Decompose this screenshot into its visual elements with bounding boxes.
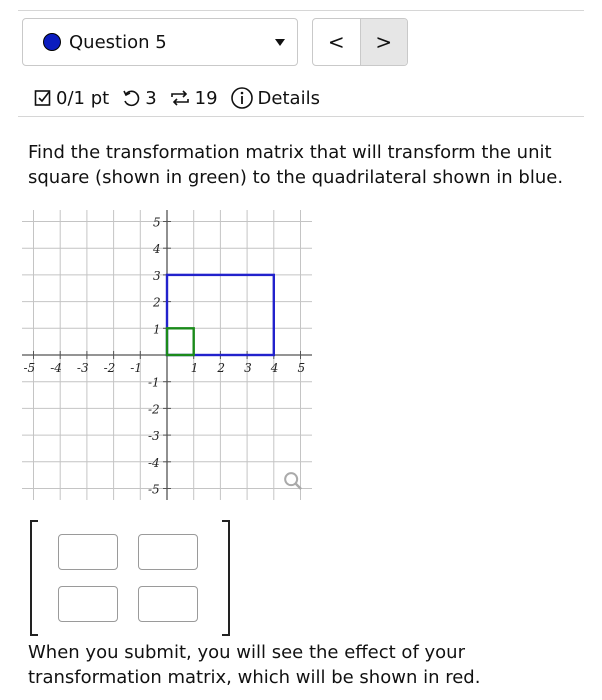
score-item bbox=[34, 88, 109, 109]
matrix-cell-a11[interactable] bbox=[58, 534, 118, 570]
matrix-cell-a22[interactable] bbox=[138, 586, 198, 622]
submit-note: When you submit, you will see the effect of your transformation matrix, which will be shown in red. bbox=[28, 642, 481, 688]
y-tick-label: -4 bbox=[148, 455, 160, 470]
matrix-cell-a12[interactable] bbox=[138, 534, 198, 570]
y-tick-label: -1 bbox=[148, 375, 160, 390]
y-tick-label: -2 bbox=[148, 402, 160, 417]
y-tick-label: -3 bbox=[148, 429, 160, 444]
score-text: 0/1 pt bbox=[56, 87, 110, 109]
repeat-icon bbox=[169, 88, 191, 108]
x-tick-label: 5 bbox=[297, 361, 306, 375]
y-tick-label: 3 bbox=[153, 268, 161, 283]
retries-item bbox=[121, 88, 156, 109]
question-select[interactable] bbox=[22, 18, 298, 66]
coordinate-graph[interactable] bbox=[22, 210, 312, 500]
x-tick-label: 1 bbox=[190, 361, 199, 375]
x-tick-label: 2 bbox=[217, 361, 226, 375]
x-tick-label: -3 bbox=[76, 361, 89, 375]
next-question-button[interactable]: > bbox=[360, 19, 408, 65]
attempts-count: 19 bbox=[194, 87, 218, 109]
header-divider bbox=[18, 116, 584, 117]
attempts-item bbox=[169, 88, 218, 109]
y-tick-label: -5 bbox=[148, 482, 160, 497]
checkbox-icon bbox=[34, 89, 52, 107]
top-divider bbox=[18, 10, 584, 11]
info-icon bbox=[230, 86, 254, 110]
retries-count: 3 bbox=[145, 87, 157, 109]
x-tick-label: -5 bbox=[23, 361, 36, 375]
left-bracket bbox=[30, 520, 38, 636]
x-tick-label: 4 bbox=[270, 361, 279, 375]
caret-down-icon bbox=[275, 39, 285, 46]
question-meta bbox=[34, 85, 332, 111]
question-text: Find the transformation matrix that will transform the unit square (shown in green) to the quadrilateral shown in blue. bbox=[28, 142, 564, 188]
question-nav bbox=[312, 18, 408, 66]
matrix-cell-a21[interactable] bbox=[58, 586, 118, 622]
right-bracket bbox=[222, 520, 230, 636]
x-tick-label: -1 bbox=[130, 361, 143, 375]
prev-question-button[interactable]: < bbox=[327, 30, 345, 54]
details-link[interactable] bbox=[230, 86, 320, 110]
green-unit-square bbox=[167, 328, 194, 355]
undo-icon bbox=[121, 88, 141, 108]
question-label: Question 5 bbox=[69, 31, 167, 53]
y-tick-label: 2 bbox=[153, 295, 161, 310]
x-tick-label: 3 bbox=[244, 361, 252, 375]
y-tick-label: 5 bbox=[153, 215, 161, 230]
matrix-input bbox=[30, 520, 230, 638]
y-tick-label: 1 bbox=[153, 322, 161, 337]
y-tick-label: 4 bbox=[153, 242, 161, 257]
x-tick-label: -2 bbox=[103, 361, 116, 375]
question-status-dot bbox=[43, 33, 61, 51]
details-label: Details bbox=[257, 87, 320, 109]
x-tick-label: -4 bbox=[50, 361, 62, 375]
